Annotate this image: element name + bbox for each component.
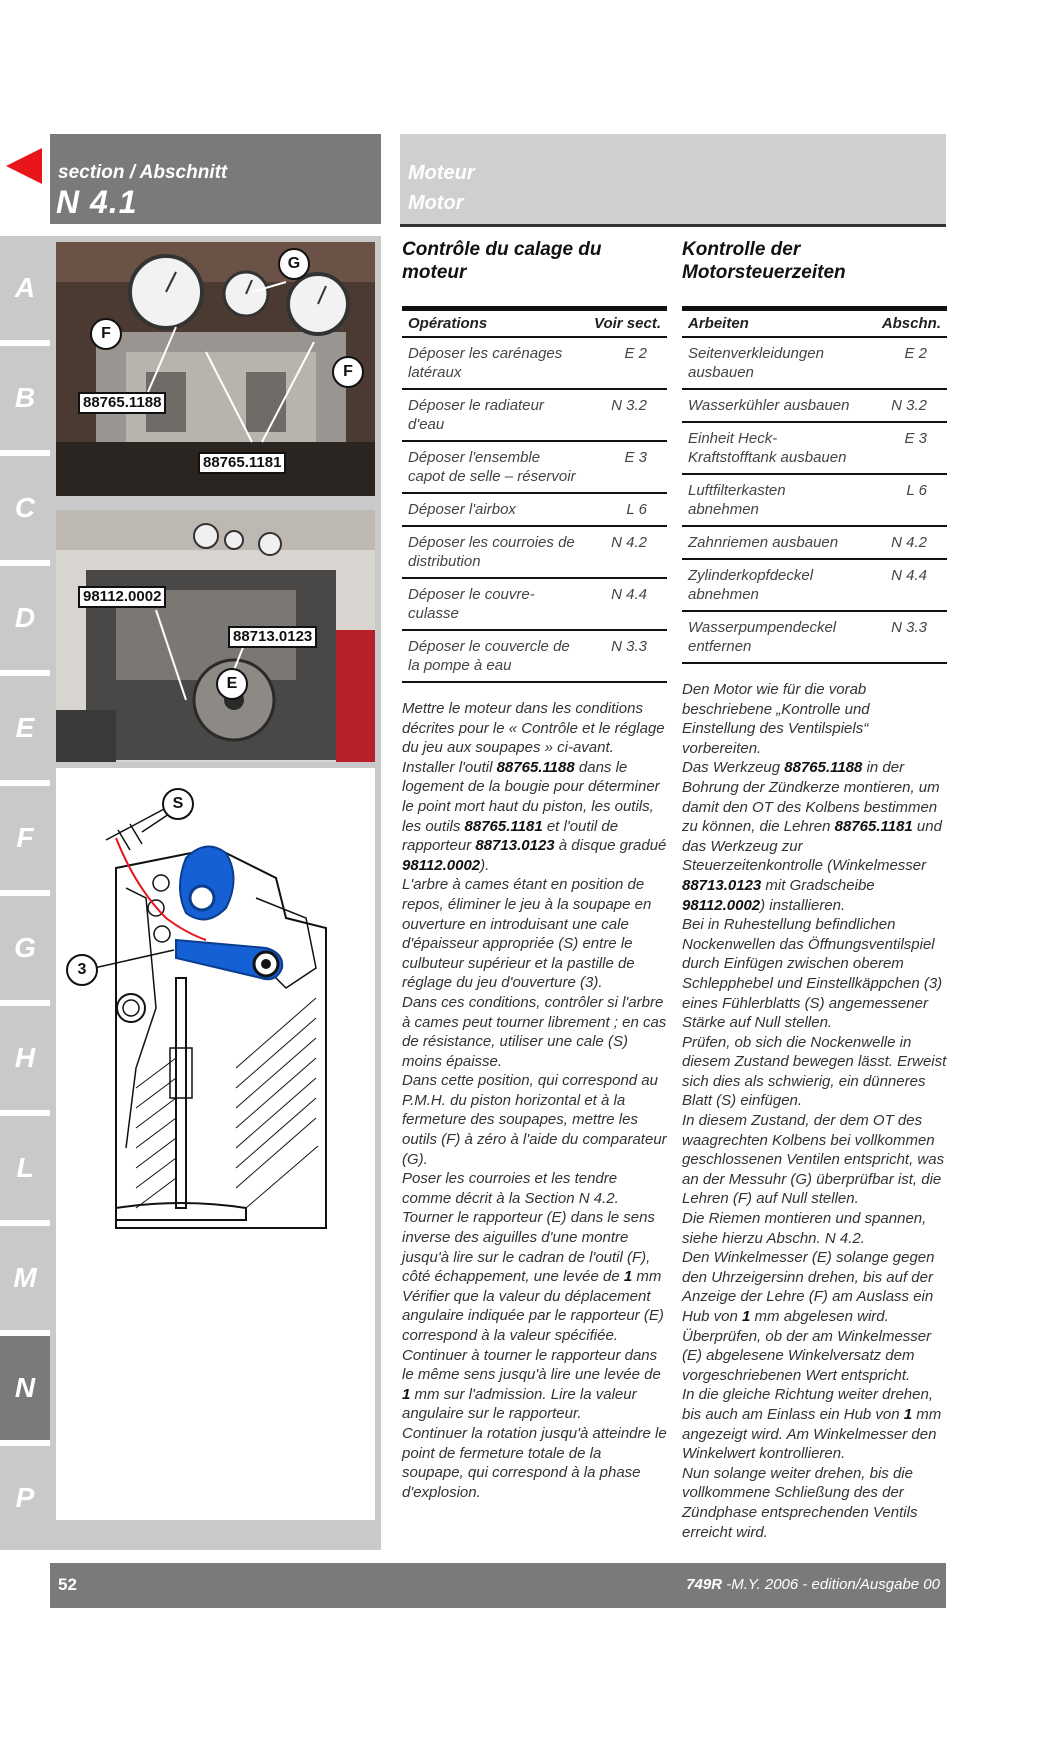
de-col-ref: Abschn. (881, 315, 941, 332)
section-ref-link[interactable]: N 4.4 (891, 567, 927, 584)
de-paragraph-6: Die Riemen montieren und spannen, siehe hierzu Abschn. N 4.2. (682, 1210, 927, 1247)
french-column (402, 238, 667, 1502)
tool-code: 98112.0002 (682, 896, 761, 914)
tool-label-98112-0002: 98112.0002 (78, 586, 166, 608)
tab-a[interactable]: A (0, 236, 50, 340)
table-row (682, 475, 947, 527)
fr-p1e: à disque gradué (554, 837, 667, 855)
tool-code: 88765.1188 (496, 758, 575, 776)
section-ref-link[interactable]: N 4.2 (611, 534, 647, 551)
table-row (682, 612, 947, 664)
section-ref-link[interactable]: E 2 (904, 345, 927, 362)
de-p7a: Den Winkelmesser (E) solange gegen den Uhrzeigersinn drehen, bis auf der Anzeige der Lehre (F) am Auslass ein Hub von (682, 1249, 935, 1325)
edition-text: -M.Y. 2006 - edition/Ausgabe 00 (722, 1576, 940, 1593)
de-paragraph-2 (682, 758, 947, 915)
de-paragraph-9: Nun solange weiter drehen, bis die vollkommene Schließung des der Zündphase entsprechenden Ventils erreicht wird. (682, 1464, 918, 1541)
de-paragraph-1: Den Motor wie für die vorab beschriebene „Kontrolle und Einstellung des Ventilspiels“ vorbereiten. (682, 681, 870, 757)
tab-g[interactable]: G (0, 896, 50, 1000)
tab-c[interactable]: C (0, 456, 50, 560)
tab-p[interactable]: P (0, 1446, 50, 1550)
fr-procedure-text (402, 699, 667, 1502)
back-arrow-icon[interactable] (6, 148, 42, 184)
fr-paragraph-5: Dans cette position, qui correspond au P.M.H. du piston horizontal et à la fermeture des soupapes, mettre les outils (F) à zéro à l'aide du comparateur (G). (402, 1072, 667, 1168)
de-paragraph-7 (682, 1248, 947, 1385)
tool-label-88713-0123: 88713.0123 (228, 626, 317, 648)
fr-p7c: mm sur l'admission. Lire la valeur angulaire sur le rapporteur. (402, 1385, 637, 1423)
fr-p1a: Mettre le moteur dans les conditions décrites pour le « Contrôle et le réglage du jeu aux soupapes » ci-avant. (402, 700, 665, 757)
table-row (402, 494, 667, 527)
section-ref-link[interactable]: N 3.3 (891, 619, 927, 636)
lift-value: 1 (623, 1268, 633, 1286)
fr-p1f: ). (480, 856, 490, 874)
de-procedure-text (682, 680, 947, 1542)
header-divider (400, 224, 946, 227)
table-row (682, 560, 947, 612)
lift-value: 1 (903, 1405, 913, 1423)
operation-cell: Seitenverkleidungen ausbauen (688, 345, 824, 381)
tool-code: 88713.0123 (475, 837, 555, 855)
german-column (682, 238, 947, 1542)
fr-table-header (402, 311, 667, 338)
table-row (682, 338, 947, 390)
operation-cell: Déposer les courroies de distribution (408, 534, 575, 570)
lift-value: 1 (402, 1385, 411, 1403)
section-ref-link[interactable]: E 3 (624, 449, 647, 466)
tool-code: 88765.1181 (464, 817, 543, 835)
operation-cell: Déposer l'airbox (408, 501, 516, 518)
fr-title: Contrôle du calage du moteur (402, 239, 602, 283)
section-ref-link[interactable]: N 3.2 (611, 397, 647, 414)
tool-label-88765-1188: 88765.1188 (78, 392, 166, 414)
callout-g: G (278, 248, 310, 280)
fr-paragraph-6: Poser les courroies et les tendre comme décrit à la Section N 4.2. (402, 1170, 619, 1207)
operation-cell: Zahnriemen ausbauen (688, 534, 839, 551)
de-title: Kontrolle der Motorsteuerzeiten (682, 239, 846, 283)
de-p8a: In die gleiche Richtung weiter drehen, bis auch am Einlass ein Hub von (682, 1386, 933, 1423)
de-p2b: in der Bohrung der Zündkerze montieren, um damit den OT des Kolbens bestimmen zu können, die Lehren (682, 759, 940, 836)
tab-l[interactable]: L (0, 1116, 50, 1220)
de-p2d: mit Gradscheibe (761, 876, 875, 894)
fr-col-ref: Voir sect. (594, 315, 661, 332)
table-row (402, 579, 667, 631)
fr-operations-table (402, 306, 667, 683)
de-paragraph-5: In diesem Zustand, der dem OT des waagrechten Kolbens bei vollkommen geschlossenen Ventilen entspricht, was an der Messuhr (G) überprüfbar ist, die Lehren (F) auf Null stellen. (682, 1112, 945, 1208)
de-col-operations: Arbeiten (688, 315, 749, 332)
section-ref-link[interactable]: L 6 (906, 482, 927, 499)
fr-p1c: dans le logement de la bougie pour déterminer le point mort haut du piston, les outils, les outils (402, 758, 660, 835)
fr-p1b: Installer l'outil (402, 758, 497, 776)
tab-n[interactable]: N (0, 1336, 50, 1440)
fr-p7a: Continuer à tourner le rapporteur dans le même sens jusqu'à lire une levée de (402, 1346, 661, 1384)
chapter-title-fr: Moteur (408, 162, 475, 184)
page-number: 52 (58, 1575, 77, 1594)
tab-f[interactable]: F (0, 786, 50, 890)
engine-photo-protractor (56, 510, 375, 762)
section-header (50, 134, 381, 224)
fr-paragraph-7 (402, 1208, 667, 1345)
section-ref-link[interactable]: N 3.3 (611, 638, 647, 655)
table-row (682, 423, 947, 475)
section-label: section / Abschnitt (58, 162, 228, 183)
section-number: N 4.1 (56, 184, 138, 220)
valve-clearance-drawing (56, 768, 375, 1520)
fr-paragraph-3: L'arbre à cames étant en position de repos, éliminer le jeu à la soupape en ouverture en introduisant une cale d'épaisseur appropriée (S) entre le culbuteur supérieur et la pastille de réglage du jeu d'ouverture (3). (402, 876, 652, 992)
model-name: 749R (686, 1576, 723, 1593)
section-ref-link[interactable]: E 2 (624, 345, 647, 362)
section-ref-link[interactable]: N 4.2 (891, 534, 927, 551)
chapter-title-de: Motor (408, 192, 464, 214)
tool-label-88765-1181: 88765.1181 (198, 452, 286, 474)
table-row (682, 527, 947, 560)
de-paragraph-3: Bei in Ruhestellung befindlichen Nockenwellen das Öffnungsventilspiel durch Einfügen zwischen oberem Schlepphebel und Einstellkäppchen (3) eines Fühlerblatts (S) angemessener Stärke auf Null stellen. (682, 916, 943, 1032)
operation-cell: Zylinderkopfdeckel abnehmen (688, 567, 814, 603)
operation-cell: Déposer le couvre-culasse (408, 586, 535, 622)
fr-paragraph-2 (402, 758, 667, 876)
fr-p1d: et l'outil de rapporteur (402, 817, 619, 855)
table-row (402, 631, 667, 683)
operation-cell: Wasserpumpendeckel entfernen (688, 619, 837, 655)
de-p2a: Das Werkzeug (682, 759, 785, 777)
model-edition (686, 1576, 940, 1593)
operation-cell: Wasserkühler ausbauen (688, 397, 850, 414)
table-row (402, 527, 667, 579)
tool-code: 88713.0123 (682, 876, 762, 894)
valve-drawing-image (56, 768, 375, 1520)
fr-p6c: mm Vérifier que la valeur du déplacement angulaire indiquée par le rapporteur (E) correspond à la valeur spécifiée. (402, 1268, 664, 1344)
tool-code: 88765.1181 (834, 818, 913, 836)
section-ref-link[interactable]: E 3 (904, 430, 927, 447)
operation-cell: Luftfilterkasten abnehmen (688, 482, 786, 518)
de-p2e: ) installieren. (760, 896, 846, 914)
tab-b[interactable]: B (0, 346, 50, 450)
de-p7c: mm abgelesen wird. Überprüfen, ob der am Winkelmesser (E) abgelesene Winkelversatz dem vorgeschriebenen Wert entspricht. (682, 1308, 932, 1384)
figure-column (50, 236, 381, 1550)
operation-cell: Déposer l'ensemble capot de selle – réservoir (408, 449, 576, 485)
chapter-header (400, 134, 946, 224)
de-operations-table (682, 306, 947, 664)
de-paragraph-4: Prüfen, ob sich die Nockenwelle in diesem Zustand bewegen lässt. Erweist sich dies als schwierig, ein dünneres Blatt (S) einfügen. (682, 1033, 947, 1110)
fr-col-operations: Opérations (408, 315, 488, 332)
fr-paragraph-8 (402, 1346, 667, 1424)
tab-e[interactable]: E (0, 676, 50, 780)
section-ref-link[interactable]: N 4.4 (611, 586, 647, 603)
operation-cell: Déposer le radiateur d'eau (408, 397, 544, 433)
de-table-header (682, 311, 947, 338)
de-p2c: und das Werkzeug zur Steuerzeitenkontrolle (Winkelmesser (682, 818, 942, 875)
tab-m[interactable]: M (0, 1226, 50, 1330)
table-row (402, 390, 667, 442)
tool-code: 88765.1188 (784, 759, 863, 777)
tab-d[interactable]: D (0, 566, 50, 670)
section-ref-link[interactable]: N 3.2 (891, 397, 927, 414)
callout-3: 3 (66, 954, 98, 986)
tool-code: 98112.0002 (402, 856, 481, 874)
de-paragraph-8 (682, 1385, 947, 1463)
engine-photo-2-image (56, 510, 375, 762)
operation-cell: Einheit Heck-Kraftstofftank ausbauen (688, 430, 847, 466)
section-ref-link[interactable]: L 6 (626, 501, 647, 518)
fr-paragraph-9: Continuer la rotation jusqu'à atteindre le point de fermeture totale de la soupape, qui correspond à la phase d'explosion. (402, 1424, 667, 1501)
de-p8c: mm angezeigt wird. Am Winkelmesser den Winkelwert kontrollieren. (682, 1405, 942, 1463)
table-row (402, 442, 667, 494)
operation-cell: Déposer les carénages latéraux (408, 345, 563, 381)
callout-s: S (162, 788, 194, 820)
callout-f-left: F (90, 318, 122, 350)
operation-cell: Déposer le couvercle de la pompe à eau (408, 638, 570, 674)
fr-p6a: Tourner le rapporteur (E) dans le sens inverse des aiguilles d'une montre jusqu'à lire sur le cadran de l'outil (F), côté échappement, une levée de (402, 1209, 655, 1286)
callout-f-right: F (332, 356, 364, 388)
table-row (682, 390, 947, 423)
callout-e: E (216, 668, 248, 700)
table-row (402, 338, 667, 390)
lift-value: 1 (742, 1308, 751, 1325)
engine-photo-gauges (56, 242, 375, 496)
fr-paragraph-1 (402, 699, 667, 758)
fr-paragraph-4: Dans ces conditions, contrôler si l'arbre à cames peut tourner librement ; en cas de résistance, utiliser une cale (S) moins épaisse. (402, 993, 667, 1070)
tab-h[interactable]: H (0, 1006, 50, 1110)
page-footer (50, 1563, 946, 1608)
